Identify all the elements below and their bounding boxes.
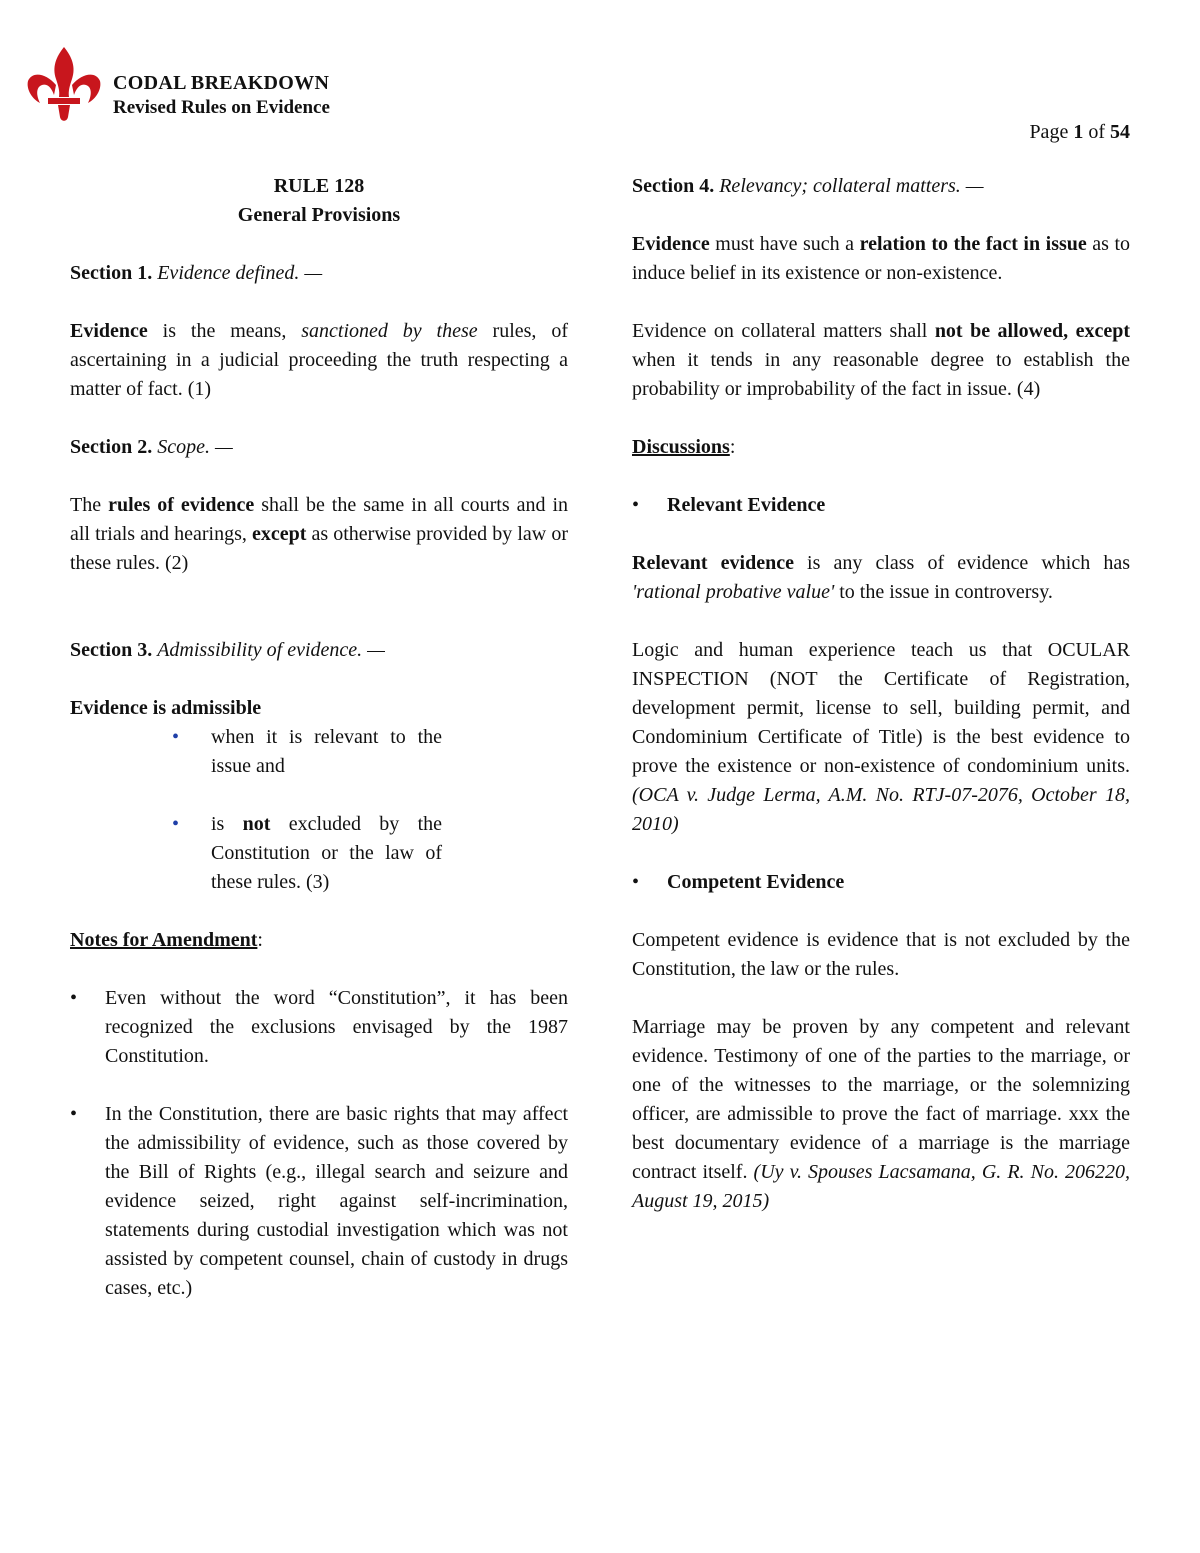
- p6-citation: (Uy v. Spouses Lacsamana, G. R. No. 206220, August 19, 2015): [632, 1161, 1130, 1212]
- section-3-heading: [70, 636, 568, 665]
- rule-title: [70, 172, 568, 201]
- p3-italic: 'rational probative value': [632, 581, 835, 603]
- s1-italic: sanctioned by these: [301, 320, 478, 342]
- section-3-lead: [70, 694, 568, 723]
- section-4-para-2: [632, 317, 1130, 404]
- section-4-para-1: [632, 230, 1130, 288]
- p3-text-a: is any class of evidence which has: [793, 552, 1130, 574]
- section-2-title: Scope. —: [157, 436, 233, 458]
- page-total: 54: [1110, 121, 1130, 143]
- list-item: [70, 1100, 568, 1303]
- right-column: [632, 172, 1130, 1216]
- notes-heading-text: Notes for Amendment: [70, 929, 258, 951]
- notes-colon: :: [257, 929, 263, 951]
- competent-para-1: Competent evidence is evidence that is not excluded by the Constitution, the law or the rules.: [632, 929, 1130, 980]
- rule-title-text: RULE 128: [273, 175, 365, 197]
- p1-bold-b: relation to the fact in issue: [859, 233, 1087, 255]
- section-1-title: Evidence defined. —: [157, 262, 323, 284]
- header-title: CODAL BREAKDOWN: [113, 72, 330, 94]
- header-subtitle: Revised Rules on Evidence: [113, 97, 330, 118]
- notes-list: [70, 984, 568, 1303]
- bullet-icon: •: [632, 871, 640, 893]
- section-1-label: Section 1.: [70, 262, 153, 284]
- s3-b2-b: excluded by the Constitution or the law of these rules. (3): [211, 813, 442, 893]
- section-4-title: Relevancy; collateral matters. —: [719, 175, 984, 197]
- fleur-de-lis-logo: [26, 45, 102, 127]
- admissibility-list: [172, 723, 442, 897]
- s2-bold-a: rules of evidence: [108, 494, 255, 516]
- bullet-icon: •: [172, 813, 180, 835]
- section-1-heading: [70, 259, 568, 288]
- section-2-label: Section 2.: [70, 436, 153, 458]
- s2-text-a: The: [70, 494, 109, 516]
- p2-text-a: Evidence on collateral matters shall: [632, 320, 935, 342]
- s3-b2-a: is: [211, 813, 243, 835]
- section-3-label: Section 3.: [70, 639, 153, 661]
- bullet-icon: •: [172, 726, 180, 748]
- relevant-para-2: [632, 636, 1130, 839]
- bullet-icon: •: [632, 494, 640, 516]
- notes-heading: [70, 926, 568, 955]
- p3-text-b: to the issue in controversy.: [834, 581, 1053, 603]
- section-4-heading: [632, 172, 1130, 201]
- bullet-icon: •: [70, 987, 78, 1009]
- list-item: [172, 810, 442, 897]
- p3-bold: Relevant evidence: [632, 552, 794, 574]
- discussions-text: Discussions: [632, 436, 730, 458]
- p2-bold: not be allowed, except: [934, 320, 1130, 342]
- document-header: [113, 71, 330, 120]
- list-item: [172, 723, 442, 781]
- s1-bold: Evidence: [70, 320, 148, 342]
- list-item: [70, 984, 568, 1071]
- left-column: [70, 172, 568, 1303]
- p1-bold-a: Evidence: [632, 233, 710, 255]
- s2-bold-b: except: [251, 523, 307, 545]
- s2-text-c: as otherwise provided by law or these rules. (2): [70, 523, 568, 574]
- s1-text-b: rules, of ascertaining in a judicial proceeding the truth respecting a matter of fact. (1): [70, 320, 568, 400]
- p1-text-b: as to induce belief in its existence or non-existence.: [632, 233, 1131, 284]
- discussions-colon: :: [729, 436, 736, 458]
- page-of: of: [1083, 121, 1110, 143]
- s1-text-a: is the means,: [147, 320, 302, 342]
- rule-subtitle: [70, 201, 568, 230]
- relevant-evidence-heading: [632, 491, 1130, 520]
- section-2-text: [70, 491, 568, 578]
- relevant-para-1: [632, 549, 1130, 607]
- competent-heading-text: Competent Evidence: [667, 871, 845, 893]
- note-1: Even without the word “Constitution”, it has been recognized the exclusions envisaged by the 1987 Constitution.: [105, 987, 568, 1067]
- competent-para-2: [632, 1013, 1130, 1216]
- section-1-text: [70, 317, 568, 404]
- discussions-heading: [632, 433, 1130, 462]
- p4-text: Logic and human experience teach us that OCULAR INSPECTION (NOT the Certificate of Registration, development permit, license to sell, building permit, and Condominium Certificate of Title) is the best evidence to prove the existence or non-existence of condominium units.: [632, 639, 1130, 777]
- p1-text-a: must have such a: [709, 233, 860, 255]
- s3-lead-text: Evidence is admissible: [70, 697, 262, 719]
- page-current: 1: [1073, 121, 1084, 143]
- p6-text: Marriage may be proven by any competent and relevant evidence. Testimony of one of the parties to the marriage, or one of the witnesses to the marriage, or the solemnizing officer, are admissible to prove the fact of marriage. xxx the best documentary evidence of a marriage is the marriage contract itself.: [632, 1016, 1130, 1183]
- s3-b2-bold: not: [242, 813, 271, 835]
- relevant-heading-text: Relevant Evidence: [667, 494, 826, 516]
- rule-subtitle-text: General Provisions: [237, 204, 401, 226]
- s3-bullet-1: when it is relevant to the issue and: [211, 726, 442, 777]
- section-2-heading: [70, 433, 568, 462]
- section-3-title: Admissibility of evidence. —: [157, 639, 385, 661]
- p2-text-b: when it tends in any reasonable degree to establish the probability or improbability of the fact in issue. (4): [632, 349, 1130, 400]
- section-4-label: Section 4.: [632, 175, 715, 197]
- competent-evidence-heading: [632, 868, 1130, 897]
- bullet-icon: •: [70, 1103, 78, 1125]
- page-number: [1029, 121, 1130, 144]
- p4-citation: (OCA v. Judge Lerma, A.M. No. RTJ-07-2076, October 18, 2010): [632, 784, 1130, 835]
- s2-text-b: shall be the same in all courts and in all trials and hearings,: [70, 494, 569, 545]
- note-2: In the Constitution, there are basic rights that may affect the admissibility of evidence, such as those covered by the Bill of Rights (e.g., illegal search and seizure and evidence seized, right against self-incrimination, statements during custodial investigation which was not assisted by competent counsel, chain of custody in drugs cases, etc.): [105, 1103, 568, 1299]
- page-prefix: Page: [1029, 121, 1074, 143]
